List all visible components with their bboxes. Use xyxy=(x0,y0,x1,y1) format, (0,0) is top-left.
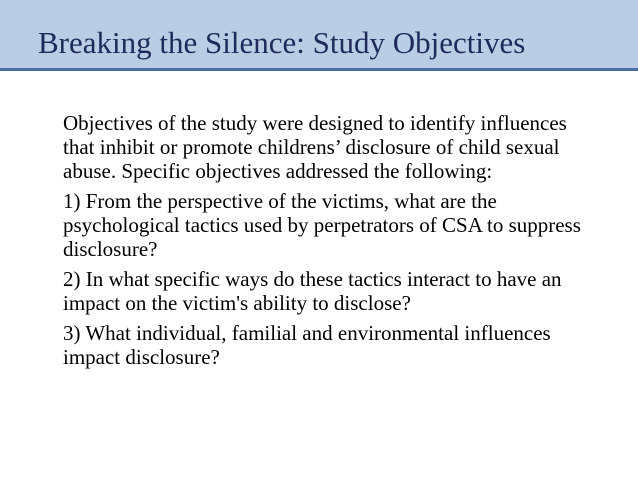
slide-body xyxy=(63,111,603,369)
slide-title: Breaking the Silence: Study Objectives xyxy=(38,25,526,60)
objective-2: 2) In what specific ways do these tactics interact to have an impact on the victim's ability to disclose? xyxy=(63,267,562,315)
title-bar xyxy=(0,0,638,71)
objective-3: 3) What individual, familial and environmental influences impact disclosure? xyxy=(63,321,551,369)
intro-paragraph: Objectives of the study were designed to identify influences that inhibit or promote childrens’ disclosure of child sexual abuse. Specific objectives addressed the following: xyxy=(63,111,567,183)
objective-1: 1) From the perspective of the victims, what are the psychological tactics used by perpetrators of CSA to suppress disclosure? xyxy=(63,189,581,261)
